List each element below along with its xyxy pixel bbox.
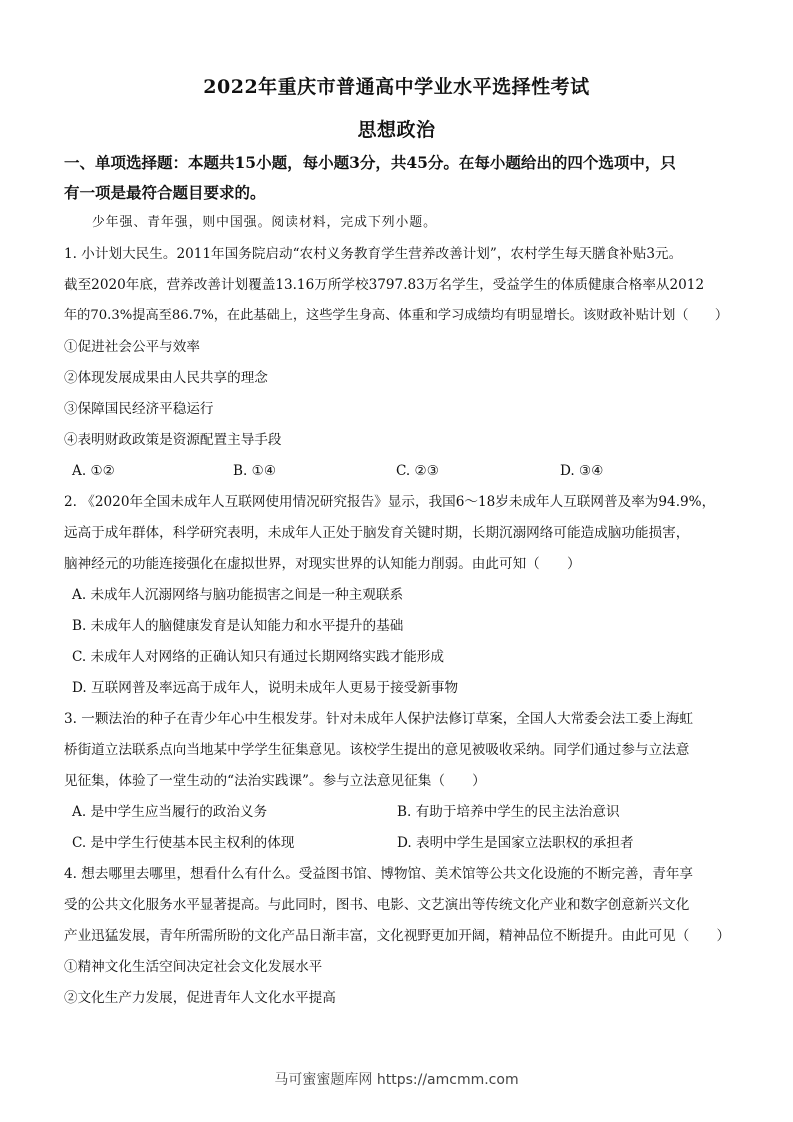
subject-title: 思想政治 [357,119,436,141]
option-d: D. 表明中学生是国家立法职权的承担者 [397,835,634,851]
reading-intro: 少年强、青年强，则中国强。阅读材料，完成下列小题。 [92,215,437,230]
section-heading-line-1: 一、单项选择题：本题共15小题，每小题3分，共45分。在每小题给出的四个选项中，只 [64,153,676,172]
option-a: A. ①② [72,463,115,479]
footer-watermark: 马可蜜蜜题库网 https://amcmm.com [274,1072,519,1088]
statement-item: ③保障国民经济平稳运行 [64,401,214,417]
option-d: D. 互联网普及率远高于成年人，说明未成年人更易于接受新事物 [72,680,459,696]
option-c: C. 未成年人对网络的正确认知只有通过长期网络实践才能形成 [72,649,444,665]
question-text-line: 1. 小计划大民生。2011年国务院启动“农村义务教育学生营养改善计划”，农村学生每天膳食补贴3元。 [64,246,683,262]
option-a: A. 是中学生应当履行的政治义务 [72,804,268,820]
option-c: C. ②③ [396,463,439,479]
statement-item: ②文化生产力发展，促进青年人文化水平提高 [64,990,336,1006]
statement-item: ①促进社会公平与效率 [64,339,200,355]
option-b: B. 未成年人的脑健康发育是认知能力和水平提升的基础 [72,618,404,634]
option-d: D. ③④ [560,463,604,479]
question-text-line: 产业迅猛发展，青年所需所盼的文化产品日渐丰富，文化视野更加开阔，精神品位不断提升。由此可见（ ） [64,928,731,944]
statement-item: ②体现发展成果由人民共享的理念 [64,370,268,386]
exam-title: 2022年重庆市普通高中学业水平选择性考试 [203,76,590,98]
question-text-line: 见征集，体验了一堂生动的“法治实践课”。参与立法意见征集（ ） [64,773,486,789]
question-text-line: 受的公共文化服务水平显著提高。与此同时，图书、电影、文艺演出等传统文化产业和数字创意新兴文化 [64,897,690,913]
question-text-line: 4. 想去哪里去哪里，想看什么有什么。受益图书馆、博物馆、美术馆等公共文化设施的不断完善，青年享 [64,866,694,882]
question-text-line: 截至2020年底，营养改善计划覆盖13.16万所学校3797.83万名学生，受益学生的体质健康合格率从2012 [64,277,705,293]
statement-item: ①精神文化生活空间决定社会文化发展水平 [64,959,323,975]
question-text-line: 桥街道立法联系点向当地某中学学生征集意见。该校学生提出的意见被吸收采纳。同学们通过参与立法意 [64,742,690,758]
option-b: B. 有助于培养中学生的民主法治意识 [397,804,620,820]
question-text-line: 年的70.3%提高至86.7%，在此基础上，这些学生身高、体重和学习成绩均有明显增长。该财政补贴计划（ ） [64,308,729,323]
statement-item: ④表明财政政策是资源配置主导手段 [64,432,282,448]
question-text-line: 脑神经元的功能连接强化在虚拟世界，对现实世界的认知能力削弱。由此可知（ ） [64,556,581,572]
question-text-line: 3. 一颗法治的种子在青少年心中生根发芽。针对未成年人保护法修订草案，全国人大常委会法工委上海虹 [64,711,694,727]
option-a: A. 未成年人沉溺网络与脑功能损害之间是一种主观联系 [72,587,404,603]
option-c: C. 是中学生行使基本民主权利的体现 [72,835,295,851]
section-heading-line-2: 有一项是最符合题目要求的。 [64,183,266,202]
option-b: B. ①④ [233,463,277,479]
question-text-line: 远高于成年群体，科学研究表明，未成年人正处于脑发育关键时期，长期沉溺网络可能造成脑功能损害， [64,525,690,541]
question-text-line: 2. 《2020年全国未成年人互联网使用情况研究报告》显示，我国6～18岁未成年人互联网普及率为94.9%， [64,494,716,510]
